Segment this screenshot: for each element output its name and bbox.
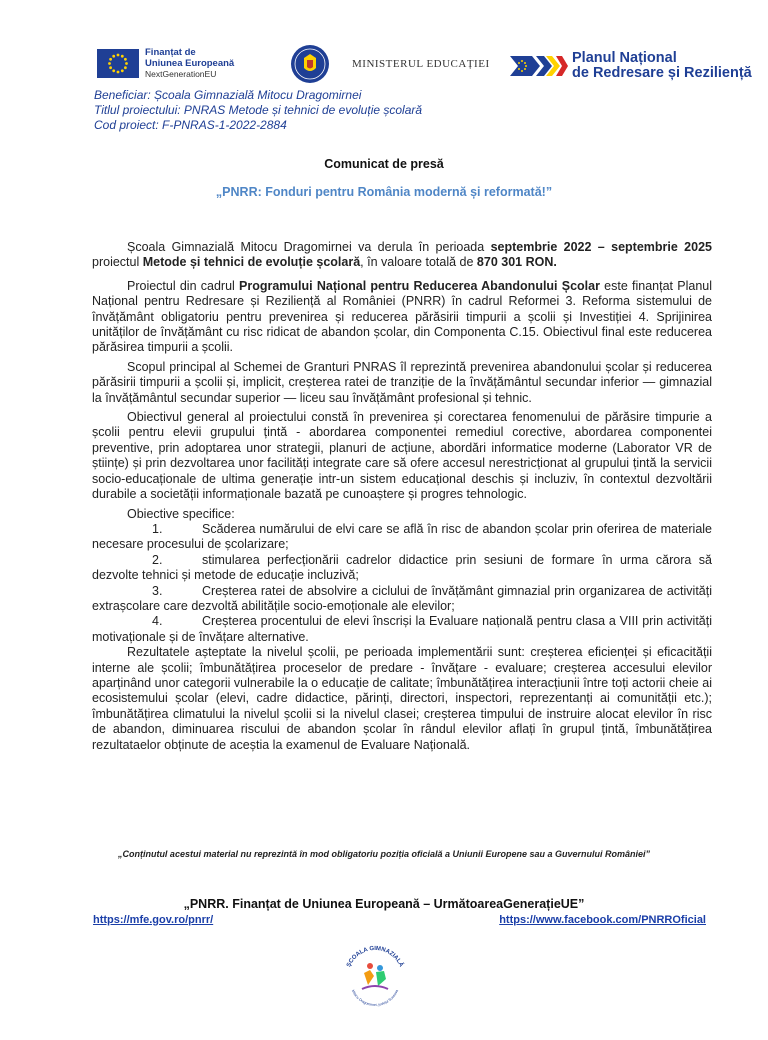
pnrr-logo-text bbox=[572, 51, 752, 81]
objective-item bbox=[92, 584, 712, 615]
objective-number: 1. bbox=[152, 521, 163, 536]
pnrr-flag-icon bbox=[510, 52, 568, 80]
p1-text-c: proiectul bbox=[92, 255, 143, 270]
eu-logo-line2: Uniunea Europeană bbox=[145, 58, 235, 69]
page-title: Comunicat de presă bbox=[324, 157, 444, 171]
school-logo-bottom-text: Mitocu Dragomirnei, județul Suceava bbox=[350, 989, 400, 1007]
svg-text:ȘCOALA GIMNAZIALĂ bbox=[346, 946, 405, 969]
paragraph-scope: Scopul principal al Schemei de Granturi PNRAS îl reprezintă prevenirea abandonului școlar și reducerea părăsirii timpurii a școlii și, implicit, creșterea ratei de tranziție de la învățământul secundar inferior — gimnazial la învățământul secundar superior — liceu sau învățământ profesional și tehnic. bbox=[92, 359, 712, 405]
p1-text-a: Școala Gimnazială Mitocu Dragomirnei va derula în perioada bbox=[127, 240, 491, 254]
beneficiary-line: Beneficiar: Școala Gimnazială Mitocu Dragomirnei bbox=[94, 88, 362, 102]
pnrr-logo-line2: de Redresare și Reziliență bbox=[572, 65, 752, 81]
objective-text: Scăderea numărului de elvi care se află în risc de abandon școlar prin oferirea de materiale necesare procesului de școlarizare; bbox=[92, 521, 712, 552]
p2-text-a: Proiectul din cadrul bbox=[127, 278, 240, 293]
paragraph-results: Rezultatele așteptate la nivelul școlii, pe perioada implementării sunt: creșterea eficienței și eficacității interne ale școlii; îmbunătățirea proceselor de predare - învățare - evaluare; creșterea accesului elevilor aparținând unor categorii vulnerabile la o educație de calitate; îmbunătățirea interacțiunii între toți actorii cheie ai ecosistemului școlar (elevi, cadre didactice, părinți, directori, inspectori, reprezentanți ai comunității etc.); îmbunătățirea climatului la nivelul școlii si la nivelul clasei; creșterea timpului de instruire alocat elevilor în risc de abandon, diminuarea riscului de abandon școlar în rândul elevilor aflați în grupul țintă, îmbunătățirea rezultataelor obținute de aceștia la examenul de Evaluare Națională. bbox=[92, 645, 712, 752]
project-code-line: Cod proiect: F-PNRAS-1-2022-2884 bbox=[94, 118, 287, 132]
government-seal-icon bbox=[290, 44, 330, 84]
p2-text-c: este finanțat Planul Național pentru Redresare și Reziliență al României (PNRR) în cadrul Reformei 3. Reforma sistemului de învățământ obligatoriu pentru prevenirea și reducerea părăsirii timpurii a școlii și Investiției 4. Sprijinirea unităților de învățământ cu risc ridicat de abandon școlar, din Componenta C.15. Obiectivul final este reducerea părăsirea timpurii a școlii. bbox=[92, 278, 712, 355]
objective-number: 2. bbox=[152, 552, 163, 567]
mfe-pnrr-link[interactable]: https://mfe.gov.ro/pnrr/ bbox=[93, 914, 214, 926]
beneficiary-block bbox=[94, 88, 422, 133]
eu-funding-logo bbox=[97, 47, 234, 80]
ministry-logo bbox=[290, 44, 490, 84]
p2-program-name: Programului Național pentru Reducerea Abandonului Școlar bbox=[239, 278, 600, 293]
footer-title: „PNRR. Finanțat de Uniunea Europeană – UrmătoareaGenerațieUE” bbox=[183, 897, 585, 911]
pnrr-logo-line1: Planul Național bbox=[572, 50, 677, 66]
school-logo bbox=[340, 941, 410, 1011]
project-title-line: Titlul proiectului: PNRAS Metode și tehnici de evoluție școlară bbox=[94, 103, 423, 117]
school-logo-top-text: ȘCOALA GIMNAZIALĂ bbox=[346, 945, 404, 969]
objective-item bbox=[92, 522, 712, 553]
eu-flag-icon bbox=[97, 49, 139, 78]
document-body bbox=[92, 240, 712, 757]
paragraph-intro bbox=[92, 240, 712, 271]
objective-item bbox=[92, 614, 712, 645]
pnrr-logo bbox=[510, 51, 752, 81]
objective-item bbox=[92, 553, 712, 584]
objective-text: Creșterea ratei de absolvire a ciclului de învățământ gimnazial prin organizarea de activități extrașcolare care dezvoltă abilitățile socio-emoționale ale elevilor; bbox=[92, 583, 712, 613]
objective-text: stimularea perfecționării cadrelor didactice prin sesiuni de formare în urma cărora să dezvolte tehnici și metode de educație incluzivă; bbox=[92, 552, 712, 583]
objective-number: 4. bbox=[152, 614, 163, 629]
p1-period: septembrie 2022 – septembrie 2025 bbox=[490, 240, 712, 254]
objective-text: Creșterea procentului de elevi înscriși la Evaluare națională pentru clasa a VIII prin activități motivaționale și de învățare alternative. bbox=[92, 614, 712, 644]
p1-text-e: , în valoare totală de bbox=[360, 255, 477, 270]
p1-amount: 870 301 RON. bbox=[476, 255, 557, 270]
objective-number: 3. bbox=[152, 583, 163, 598]
eu-logo-line3: NextGenerationEU bbox=[145, 69, 217, 79]
svg-text:Mitocu Dragomirnei, județul Su bbox=[351, 989, 399, 1007]
disclaimer: „Conținutul acestui material nu reprezintă în mod obligatoriu poziția oficială a Uniunii Europene sau a Guvernului României” bbox=[117, 849, 651, 859]
paragraph-program bbox=[92, 279, 712, 356]
objectives-heading: Obiective specifice: bbox=[127, 506, 235, 521]
ministry-name: MINISTERUL EDUCAȚIEI bbox=[352, 58, 490, 70]
p1-project-name: Metode și tehnici de evoluție școlară bbox=[142, 255, 361, 270]
facebook-pnrr-link[interactable]: https://www.facebook.com/PNRROficial bbox=[499, 914, 706, 926]
eu-logo-text bbox=[145, 47, 234, 80]
paragraph-general-objective: Obiectivul general al proiectului constă în prevenirea și corectarea fenomenului de părăsire timpurie a școlii pentru elevii grupului țintă - abordarea componentei remediul corective, abordarea componentei preventive, prin adoptarea unor strategii, planuri de acțiune, abordări informatice moderne (Laborator VR de științe) și prin dezvoltarea unor facilități integrate care să ofere accesul nerestricționat al grupului țintă la servicii socio-educaționale de ultima generație intr-un sistem educațional deschis și incluziv, în contextul dezvoltării durabile a societății informaționale bazată pe cunoaștere și progres tehnologic. bbox=[92, 410, 712, 502]
page-subtitle: „PNRR: Fonduri pentru România modernă și reformată!” bbox=[215, 185, 553, 199]
eu-logo-line1: Finanțat de bbox=[145, 47, 196, 58]
